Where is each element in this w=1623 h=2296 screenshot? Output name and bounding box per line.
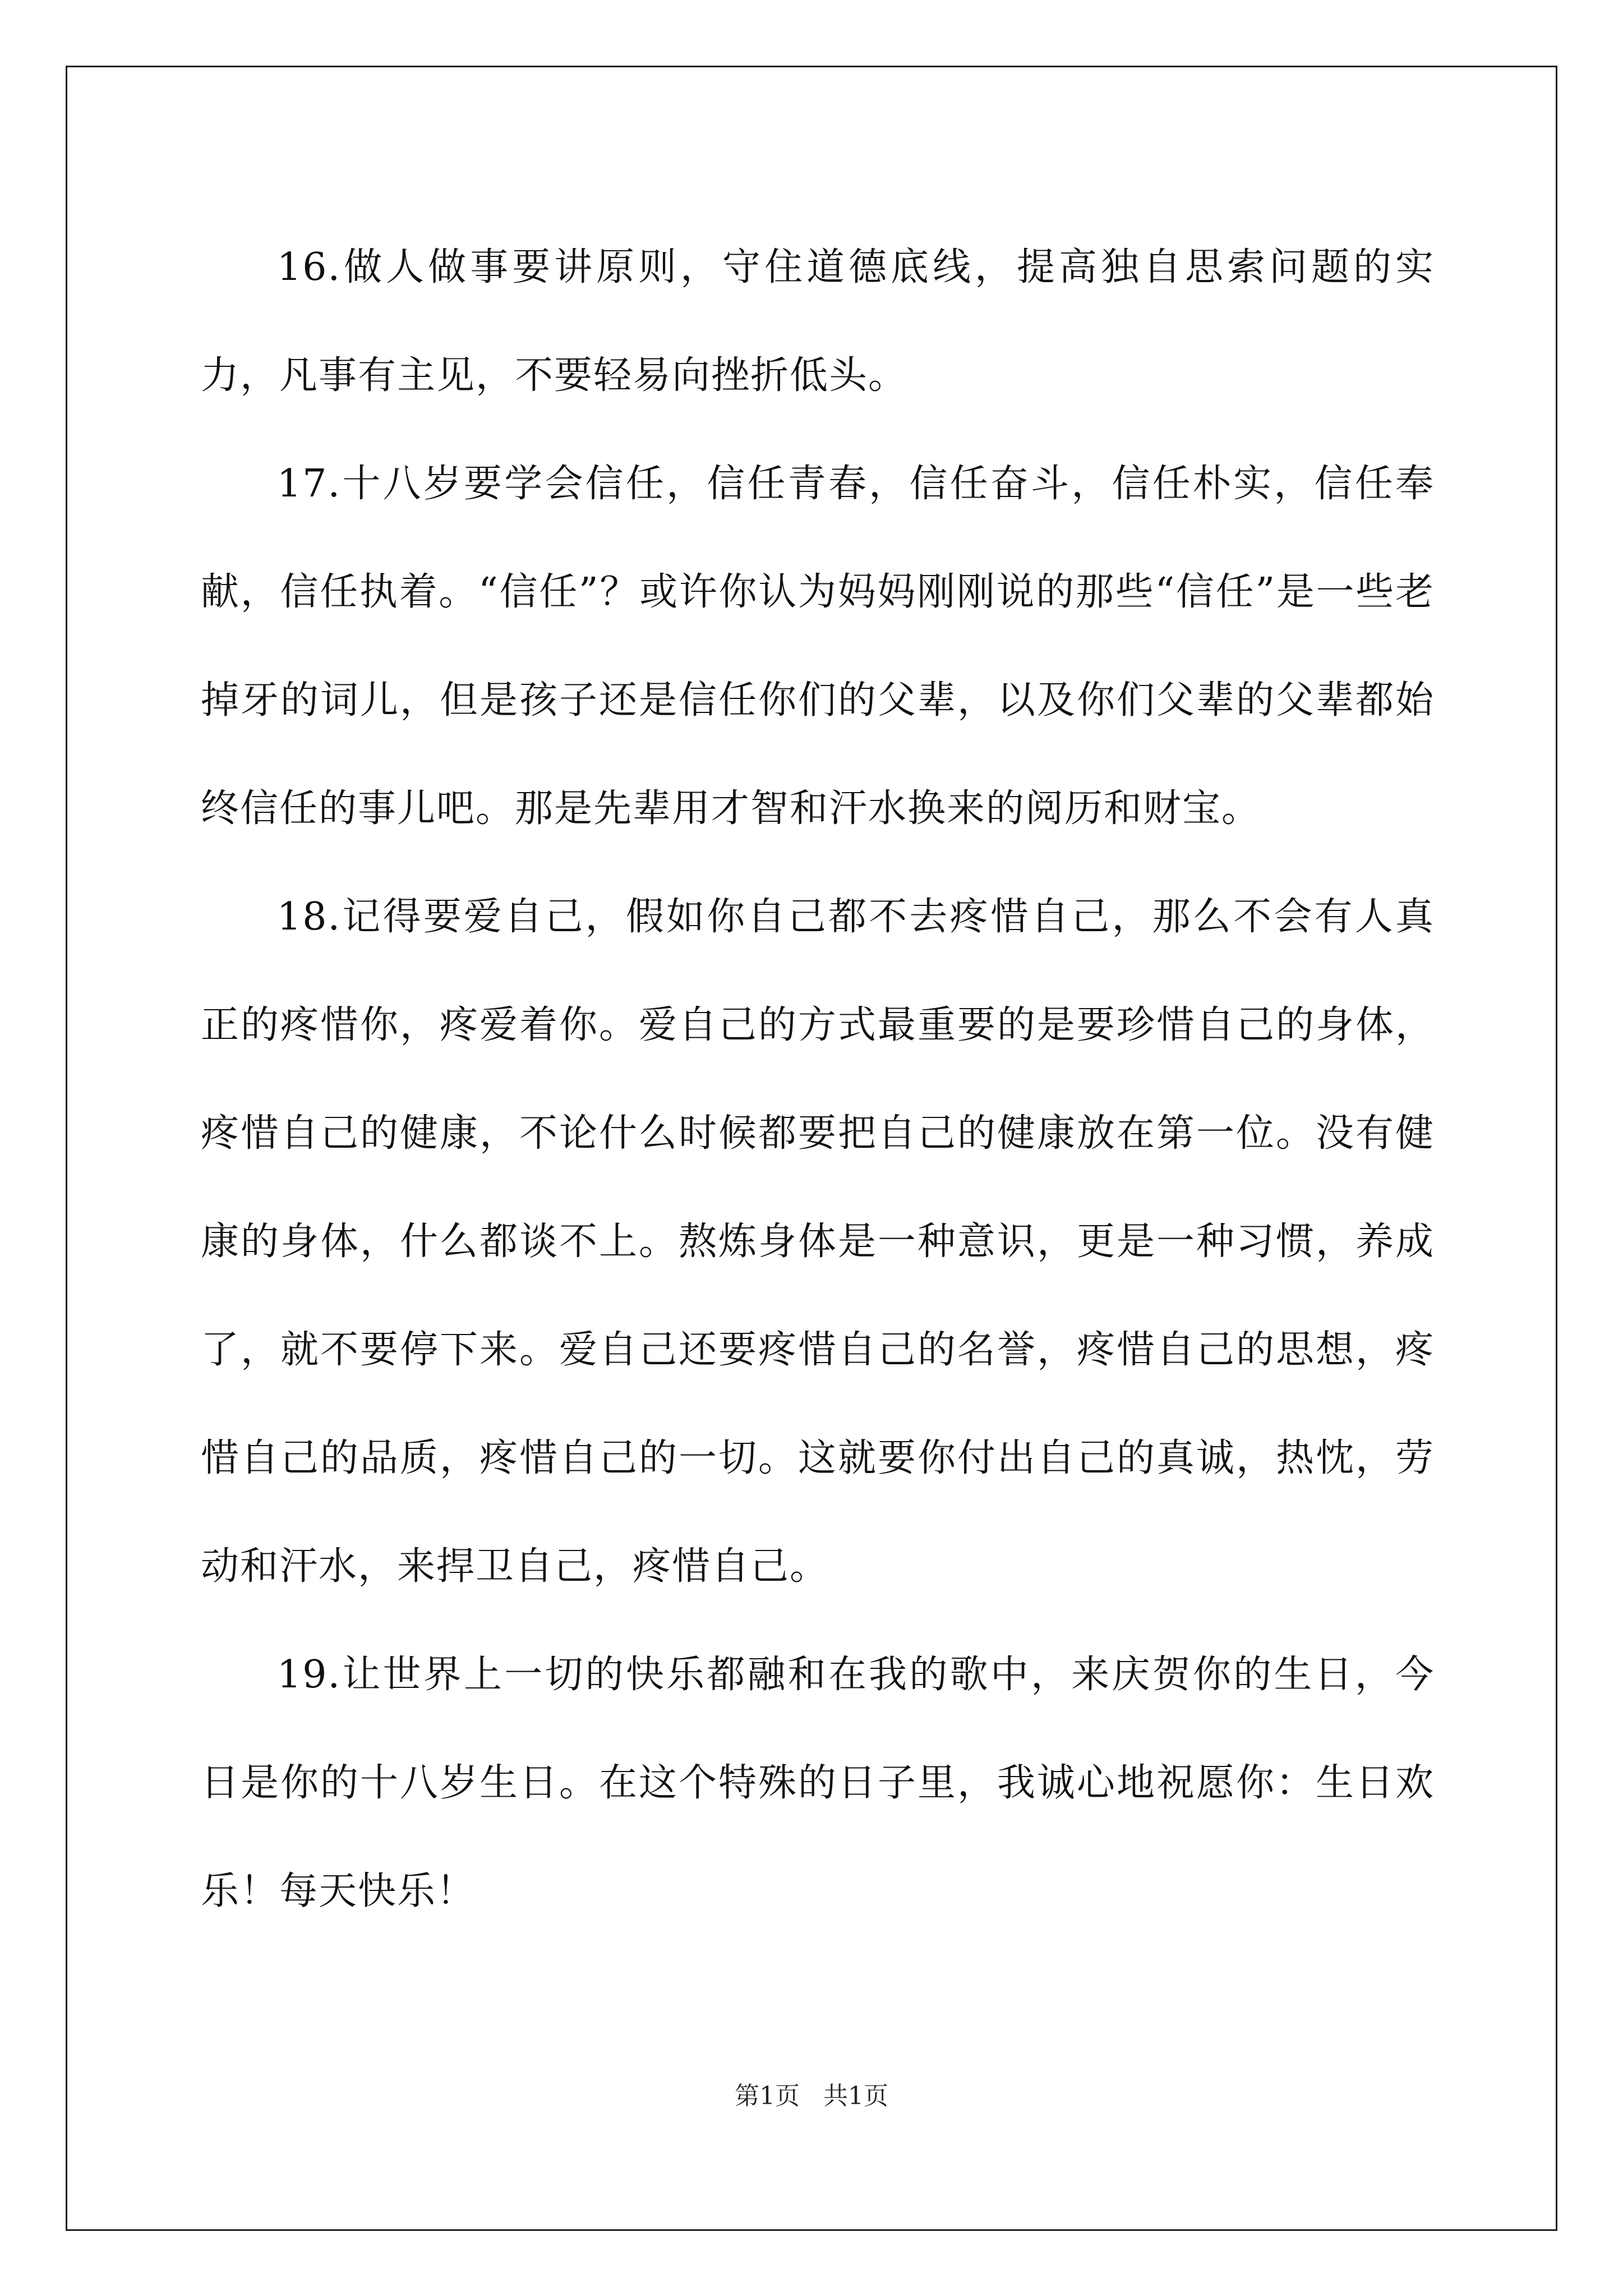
page-number-total: 共1页 (823, 2082, 888, 2110)
page-number-current: 第1页 (735, 2082, 800, 2110)
paragraph-16: 16.做人做事要讲原则，守住道德底线，提高独自思索问题的实力，凡事有主见，不要轻易向挫折低头。 (201, 245, 1435, 398)
document-body (201, 213, 1435, 1945)
page-footer (0, 2076, 1623, 2111)
paragraph-17: 17.十八岁要学会信任，信任青春，信任奋斗，信任朴实，信任奉献，信任执着。“信任”？或许你认为妈妈刚刚说的那些“信任”是一些老掉牙的词儿，但是孩子还是信任你们的父辈，以及你们父辈的父辈都始终信任的事儿吧。那是先辈用才智和汗水换来的阅历和财宝。 (201, 462, 1435, 831)
paragraph-19: 19.让世界上一切的快乐都融和在我的歌中，来庆贺你的生日，今日是你的十八岁生日。在这个特殊的日子里，我诚心地祝愿你：生日欢乐！每天快乐！ (201, 1653, 1435, 1913)
paragraph-18: 18.记得要爱自己，假如你自己都不去疼惜自己，那么不会有人真正的疼惜你，疼爱着你。爱自己的方式最重要的是要珍惜自己的身体，疼惜自己的健康，不论什么时候都要把自己的健康放在第一位。没有健康的身体，什么都谈不上。熬炼身体是一种意识，更是一种习惯，养成了，就不要停下来。爱自己还要疼惜自己的名誉，疼惜自己的思想，疼惜自己的品质，疼惜自己的一切。这就要你付出自己的真诚，热忱，劳动和汗水，来捍卫自己，疼惜自己。 (201, 895, 1435, 1589)
